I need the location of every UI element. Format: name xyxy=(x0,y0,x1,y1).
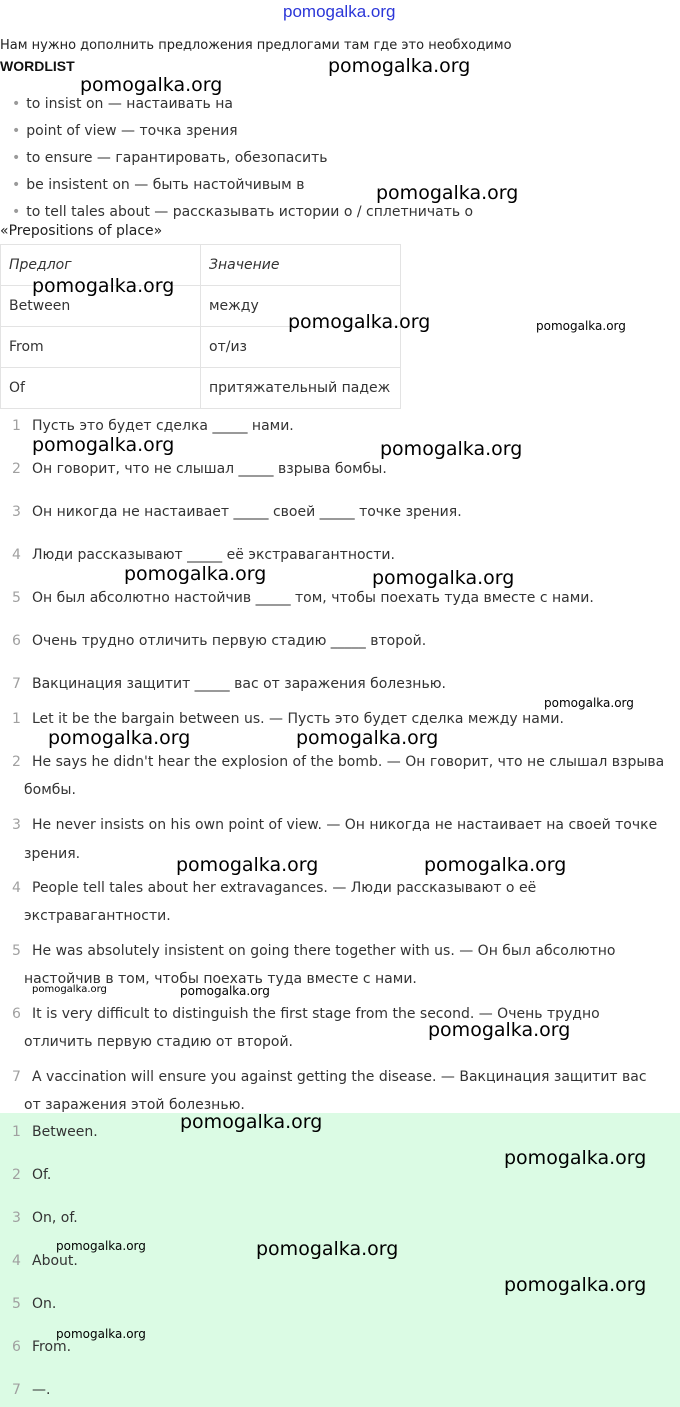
translation-continuation: бомбы. xyxy=(24,782,76,798)
translation-continuation: отличить первую стадию от второй. xyxy=(24,1034,294,1050)
watermark: pomogalka.org xyxy=(288,311,431,333)
item-number: 7 xyxy=(12,676,21,692)
item-number: 1 xyxy=(12,711,21,727)
item-number: 6 xyxy=(12,1006,21,1022)
table-row xyxy=(1,368,401,409)
bullet-icon: • xyxy=(12,123,21,139)
watermark: pomogalka.org xyxy=(328,55,471,77)
item-number: 3 xyxy=(12,817,21,833)
table-cell: между xyxy=(201,286,401,327)
table-cell: притяжательный падеж xyxy=(201,368,401,409)
wordlist-item: • be insistent on — быть настойчивым в xyxy=(12,177,305,193)
item-number: 4 xyxy=(12,547,21,563)
exercise-item: 1 Пусть это будет сделка _____ нами. xyxy=(12,418,294,434)
exercise-item: 5 Он был абсолютно настойчив _____ том, чтобы поехать туда вместе с нами. xyxy=(12,590,594,606)
translation-item: 5 He was absolutely insistent on going there together with us. — Он был абсолютно xyxy=(12,943,616,959)
item-number: 2 xyxy=(12,1167,21,1183)
watermark: pomogalka.org xyxy=(32,434,175,456)
watermark: pomogalka.org xyxy=(256,1238,399,1260)
answer-item: 3 On, of. xyxy=(12,1210,78,1226)
item-number: 3 xyxy=(12,504,21,520)
watermark: pomogalka.org xyxy=(536,319,626,333)
item-number: 7 xyxy=(12,1382,21,1398)
translation-item: 2 He says he didn't hear the explosion of the bomb. — Он говорит, что не слышал взрыва xyxy=(12,754,665,770)
watermark: pomogalka.org xyxy=(504,1274,647,1296)
translation-continuation: зрения. xyxy=(24,846,81,862)
table-cell: от/из xyxy=(201,327,401,368)
table-cell: Of xyxy=(1,368,201,409)
watermark: pomogalka.org xyxy=(504,1147,647,1169)
exercise-item: 4 Люди рассказывают _____ её экстравагантности. xyxy=(12,547,395,563)
translation-continuation: экстравагантности. xyxy=(24,908,171,924)
watermark: pomogalka.org xyxy=(32,984,107,995)
translation-item: 4 People tell tales about her extravagances. — Люди рассказывают о её xyxy=(12,880,537,896)
table-cell: Between xyxy=(1,286,201,327)
item-number: 6 xyxy=(12,633,21,649)
answer-item: 2 Of. xyxy=(12,1167,52,1183)
translation-continuation: настойчив в том, чтобы поехать туда вместе с нами. xyxy=(24,971,417,987)
bullet-icon: • xyxy=(12,204,21,220)
watermark: pomogalka.org xyxy=(80,74,223,96)
watermark: pomogalka.org xyxy=(56,1239,146,1253)
item-number: 4 xyxy=(12,1253,21,1269)
watermark: pomogalka.org xyxy=(424,854,567,876)
wordlist-item-clipped: • to tell tales about — рассказывать истории о / сплетничать о xyxy=(12,204,474,220)
answer-item: 5 On. xyxy=(12,1296,57,1312)
bullet-icon: • xyxy=(12,96,21,112)
watermark: pomogalka.org xyxy=(124,563,267,585)
translation-item: 7 A vaccination will ensure you against getting the disease. — Вакцинация защитит вас xyxy=(12,1069,647,1085)
watermark: pomogalka.org xyxy=(296,727,439,749)
task-description: Нам нужно дополнить предложения предлогами там где это необходимо xyxy=(0,38,512,52)
item-number: 6 xyxy=(12,1339,21,1355)
watermark: pomogalka.org xyxy=(180,984,270,998)
item-number: 1 xyxy=(12,418,21,434)
item-number: 2 xyxy=(12,754,21,770)
answer-item: 4 About. xyxy=(12,1253,78,1269)
item-number: 5 xyxy=(12,590,21,606)
translation-continuation: от заражения этой болезнью. xyxy=(24,1097,245,1113)
answer-item: 6 From. xyxy=(12,1339,72,1355)
exercise-item: 6 Очень трудно отличить первую стадию _____ второй. xyxy=(12,633,427,649)
item-number: 2 xyxy=(12,461,21,477)
wordlist-title: WORDLIST xyxy=(0,58,75,74)
translation-item: 3 He never insists on his own point of view. — Он никогда не настаивает на своей точке xyxy=(12,817,658,833)
watermark: pomogalka.org xyxy=(380,438,523,460)
wordlist-item: • to insist on — настаивать на xyxy=(12,96,233,112)
watermark: pomogalka.org xyxy=(428,1019,571,1041)
bullet-icon: • xyxy=(12,150,21,166)
answer-item: 1 Between. xyxy=(12,1124,98,1140)
translation-item: 1 Let it be the bargain between us. — Пусть это будет сделка между нами. xyxy=(12,711,564,727)
watermark: pomogalka.org xyxy=(180,1111,323,1133)
table-cell: From xyxy=(1,327,201,368)
bullet-icon: • xyxy=(12,177,21,193)
item-number: 7 xyxy=(12,1069,21,1085)
answer-item: 7 —. xyxy=(12,1382,51,1398)
watermark: pomogalka.org xyxy=(372,567,515,589)
wordlist-item: • to ensure — гарантировать, обезопасить xyxy=(12,150,328,166)
watermark: pomogalka.org xyxy=(48,727,191,749)
watermark: pomogalka.org xyxy=(56,1327,146,1341)
item-number: 5 xyxy=(12,943,21,959)
exercise-item: 3 Он никогда не настаивает _____ своей _____ точке зрения. xyxy=(12,504,462,520)
watermark: pomogalka.org xyxy=(544,696,634,710)
item-number: 5 xyxy=(12,1296,21,1312)
watermark: pomogalka.org xyxy=(376,182,519,204)
item-number: 3 xyxy=(12,1210,21,1226)
wordlist-item: • point of view — точка зрения xyxy=(12,123,238,139)
watermark: pomogalka.org xyxy=(176,854,319,876)
table-header-cell: Значение xyxy=(201,245,401,286)
translation-item: 6 It is very difficult to distinguish the first stage from the second. — Очень трудно xyxy=(12,1006,600,1022)
table-header-cell: Предлог xyxy=(1,245,201,286)
item-number: 1 xyxy=(12,1124,21,1140)
exercise-item: 2 Он говорит, что не слышал _____ взрыва бомбы. xyxy=(12,461,387,477)
watermark: pomogalka.org xyxy=(32,275,175,297)
table-title: «Prepositions of place» xyxy=(0,223,163,239)
item-number: 4 xyxy=(12,880,21,896)
exercise-item: 7 Вакцинация защитит _____ вас от заражения болезнью. xyxy=(12,676,446,692)
site-url[interactable]: pomogalka.org xyxy=(283,2,396,21)
